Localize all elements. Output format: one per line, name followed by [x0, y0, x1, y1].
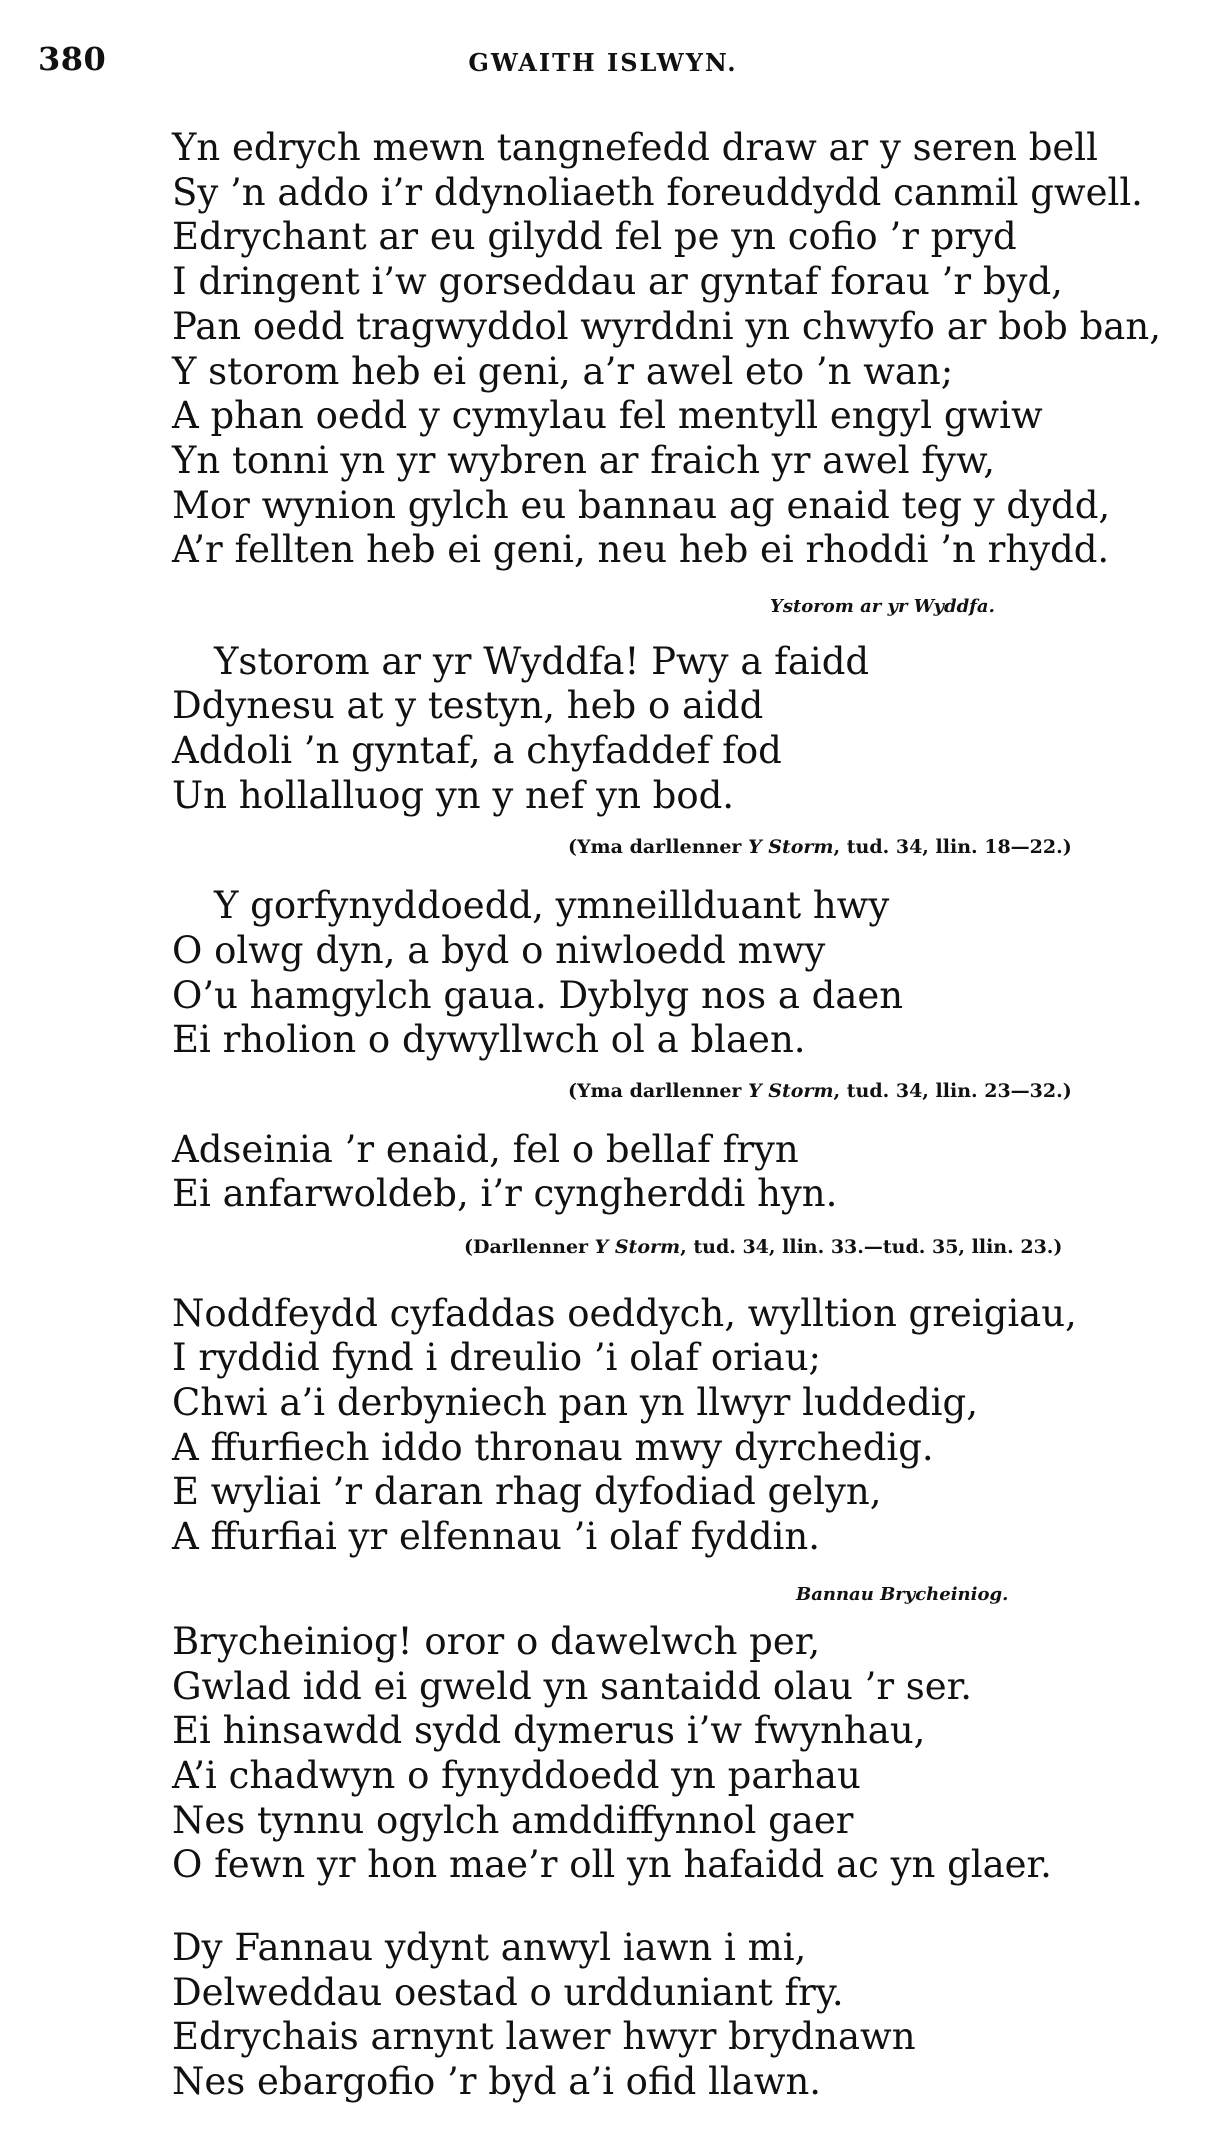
- verse-line: Yn tonni yn yr wybren ar fraich yr awel fyw,: [172, 439, 995, 482]
- verse-line: Nes tynnu ogylch amddiffynnol gaer: [172, 1799, 854, 1842]
- page-number: 380: [38, 40, 107, 78]
- reading-note: [568, 836, 1072, 858]
- verse-line: I ryddid fynd i dreulio ’i olaf oriau;: [172, 1336, 822, 1379]
- verse-line: A’r fellten heb ei geni, neu heb ei rhoddi ’n rhydd.: [172, 528, 1110, 571]
- note-text: (Yma darllenner: [568, 1080, 749, 1102]
- verse-line: E wyliai ’r daran rhag dyfodiad gelyn,: [172, 1470, 882, 1513]
- reading-note: [568, 1080, 1072, 1102]
- verse-line: Edrychais arnynt lawer hwyr brydnawn: [172, 2015, 916, 2058]
- verse-line: A ffurfiech iddo thronau mwy dyrchedig.: [172, 1426, 934, 1469]
- verse-line: Delweddau oestad o urdduniant fry.: [172, 1971, 844, 2014]
- verse-line: Y gorfynyddoedd, ymneillduant hwy: [214, 884, 890, 927]
- verse-line: Pan oedd tragwyddol wyrddni yn chwyfo ar bob ban,: [172, 305, 1161, 348]
- verse-line: O’u hamgylch gaua. Dyblyg nos a daen: [172, 974, 904, 1017]
- note-text: , tud. 34, llin. 18—22.): [833, 836, 1072, 858]
- verse-line: I dringent i’w gorseddau ar gyntaf forau ’r byd,: [172, 260, 1063, 303]
- verse-line: Edrychant ar eu gilydd fel pe yn cofio ’r pryd: [172, 215, 1017, 258]
- running-title: GWAITH ISLWYN.: [468, 48, 738, 77]
- verse-line: Addoli ’n gyntaf, a chyfaddef fod: [172, 729, 782, 772]
- verse-line: Un hollalluog yn y nef yn bod.: [172, 774, 735, 817]
- verse-line: O fewn yr hon mae’r oll yn hafaidd ac yn glaer.: [172, 1843, 1052, 1886]
- verse-line: Chwi a’i derbyniech pan yn llwyr luddedig,: [172, 1381, 978, 1424]
- verse-line: Ei rholion o dywyllwch ol a blaen.: [172, 1018, 806, 1061]
- verse-line: Ei hinsawdd sydd dymerus i’w fwynhau,: [172, 1709, 926, 1752]
- verse-line: A ffurfiai yr elfennau ’i olaf fyddin.: [172, 1515, 820, 1558]
- verse-line: Mor wynion gylch eu bannau ag enaid teg y dydd,: [172, 484, 1111, 527]
- verse-line: Dy Fannau ydynt anwyl iawn i mi,: [172, 1926, 807, 1969]
- note-text: , tud. 34, llin. 23—32.): [833, 1080, 1072, 1102]
- note-text: (Yma darllenner: [568, 836, 749, 858]
- verse-line: Y storom heb ei geni, a’r awel eto ’n wan;: [172, 350, 954, 393]
- verse-line: Sy ’n addo i’r ddynoliaeth foreuddydd canmil gwell.: [172, 171, 1143, 214]
- note-title: Y Storm: [594, 1236, 681, 1258]
- verse-line: O olwg dyn, a byd o niwloedd mwy: [172, 929, 826, 972]
- verse-line: Ddynesu at y testyn, heb o aidd: [172, 684, 764, 727]
- note-title: Y Storm: [748, 836, 834, 858]
- verse-line: Adseinia ’r enaid, fel o bellaf fryn: [172, 1128, 799, 1171]
- note-title: Y Storm: [748, 1080, 834, 1102]
- section-heading-ystorom: Ystorom ar yr Wyddfa.: [770, 596, 995, 617]
- reading-note: [464, 1236, 1062, 1258]
- note-text: , tud. 34, llin. 33.—tud. 35, llin. 23.): [680, 1236, 1063, 1258]
- verse-line: Nes ebargofio ’r byd a’i ofid llawn.: [172, 2060, 822, 2103]
- verse-line: Gwlad idd ei gweld yn santaidd olau ’r ser.: [172, 1665, 973, 1708]
- verse-line: A’i chadwyn o fynyddoedd yn parhau: [172, 1754, 861, 1797]
- section-heading-bannau: Bannau Brycheiniog.: [796, 1584, 1009, 1605]
- verse-line: Ystorom ar yr Wyddfa! Pwy a faidd: [214, 640, 870, 683]
- verse-line: Noddfeydd cyfaddas oeddych, wylltion greigiau,: [172, 1292, 1077, 1335]
- verse-line: A phan oedd y cymylau fel mentyll engyl gwiw: [172, 394, 1043, 437]
- verse-line: Brycheiniog! oror o dawelwch per,: [172, 1620, 821, 1663]
- verse-line: Yn edrych mewn tangnefedd draw ar y seren bell: [172, 126, 1098, 169]
- verse-line: Ei anfarwoldeb, i’r cyngherddi hyn.: [172, 1172, 838, 1215]
- note-text: (Darllenner: [464, 1236, 595, 1258]
